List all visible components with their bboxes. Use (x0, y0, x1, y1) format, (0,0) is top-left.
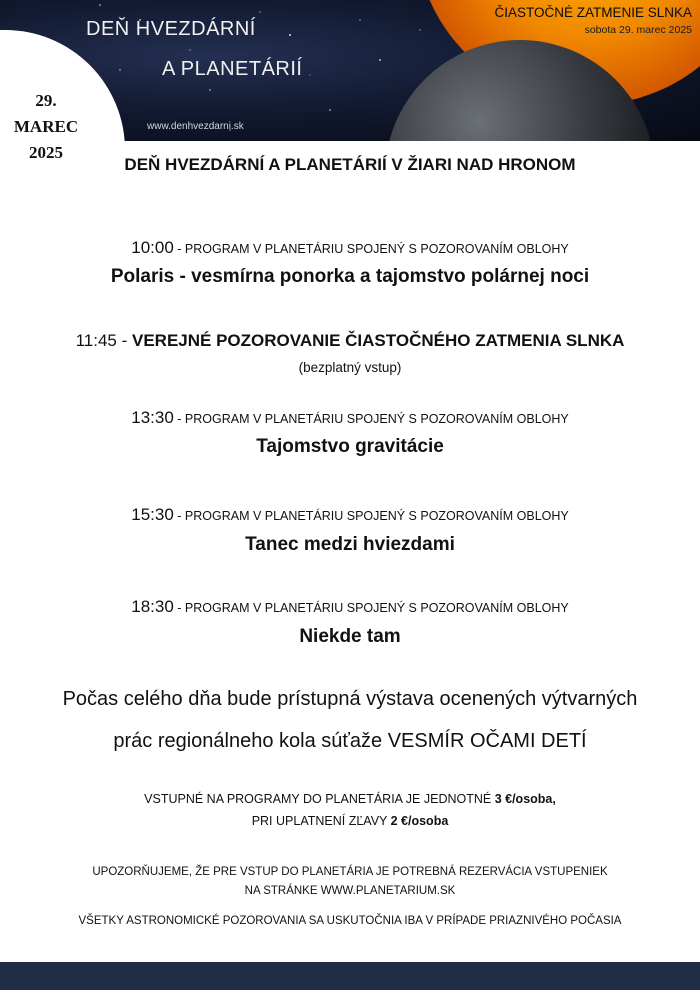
event-title-tanec: Tanec medzi hviezdami (245, 534, 455, 555)
pricing-text: VSTUPNÉ NA PROGRAMY DO PLANETÁRIA JE JEDNOTNÉ (144, 792, 495, 806)
event-note: (bezplatný vstup) (298, 360, 402, 375)
exhibition-line2: prác regionálneho kola súťaže VESMÍR OČAMI DETÍ (113, 730, 587, 752)
eclipse-date: sobota 29. marec 2025 (584, 24, 692, 36)
header-banner (0, 0, 700, 141)
event-description: PROGRAM V PLANETÁRIU SPOJENÝ S POZOROVANÍM OBLOHY (184, 601, 569, 615)
event-date-line2: 2025 (29, 143, 63, 162)
notice-line1: UPOZORŇUJEME, ŽE PRE VSTUP DO PLANETÁRIA JE POTREBNÁ REZERVÁCIA VSTUPENIEK (92, 866, 608, 878)
event-row-1145 (0, 331, 700, 351)
discount-price: 2 €/osoba (390, 814, 449, 828)
event-description: PROGRAM V PLANETÁRIU SPOJENÝ S POZOROVANÍM OBLOHY (184, 412, 569, 426)
event-separator: - (173, 412, 185, 426)
event-description: PROGRAM V PLANETÁRIU SPOJENÝ S POZOROVANÍM OBLOHY (184, 509, 569, 523)
event-separator: - (173, 242, 185, 256)
event-time: 15:30 (131, 505, 174, 524)
page-title: DEŇ HVEZDÁRNÍ A PLANETÁRIÍ V ŽIARI NAD HRONOM (124, 155, 576, 174)
event-title-polaris: Polaris - vesmírna ponorka a tajomstvo polárnej noci (110, 266, 590, 287)
header-title-line1: DEŇ HVEZDÁRNÍ (86, 18, 256, 40)
discount-text: PRI UPLATNENÍ ZĽAVY (251, 814, 391, 828)
event-date-line1: 29. MAREC (13, 91, 79, 136)
event-row-1830 (0, 597, 700, 617)
header-title-line2: A PLANETÁRIÍ (162, 58, 303, 80)
event-description: PROGRAM V PLANETÁRIU SPOJENÝ S POZOROVANÍM OBLOHY (184, 242, 569, 256)
event-separator: - (173, 601, 185, 615)
website-link[interactable]: www.denhvezdarni.sk (147, 121, 244, 132)
event-description: VEREJNÉ POZOROVANIE ČIASTOČNÉHO ZATMENIA SLNKA (131, 331, 625, 350)
event-time: 13:30 (131, 408, 174, 427)
event-title-niekde-tam: Niekde tam (299, 626, 401, 647)
event-separator: - (116, 331, 132, 350)
eclipse-title: ČIASTOČNÉ ZATMENIE SLNKA (494, 5, 692, 20)
event-title-gravitacia: Tajomstvo gravitácie (256, 436, 444, 457)
pricing-line1 (0, 792, 700, 806)
event-time: 10:00 (131, 238, 174, 257)
exhibition-line1: Počas celého dňa bude prístupná výstava ocenených výtvarných (62, 688, 638, 710)
event-separator: - (173, 509, 185, 523)
footer-bar (0, 962, 700, 990)
event-row-1000 (0, 238, 700, 258)
pricing-line2 (0, 814, 700, 828)
event-row-1330 (0, 408, 700, 428)
event-time: 18:30 (131, 597, 174, 616)
event-time: 11:45 (75, 331, 117, 350)
pricing-price: 3 €/osoba, (494, 792, 556, 806)
notice-line3: VŠETKY ASTRONOMICKÉ POZOROVANIA SA USKUTOČNIA IBA V PRÍPADE PRIAZNIVÉHO POČASIA (78, 915, 622, 927)
notice-line2[interactable]: NA STRÁNKE WWW.PLANETARIUM.SK (244, 885, 456, 897)
event-row-1530 (0, 505, 700, 525)
